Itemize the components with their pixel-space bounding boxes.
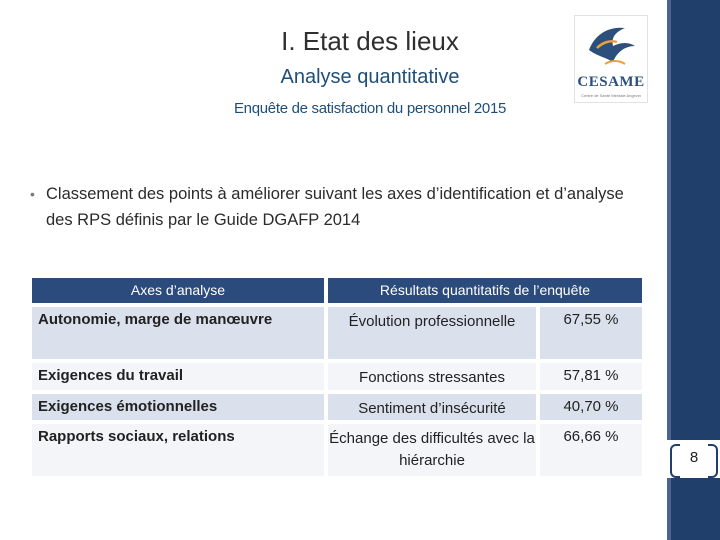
logo-wordmark: CESAME — [577, 74, 645, 90]
page-number: 8 — [689, 449, 699, 466]
table-row — [32, 394, 642, 420]
table-row — [32, 424, 642, 476]
column-header-axes: Axes d’analyse — [32, 278, 324, 303]
result-cell: Échange des difficultés avec la hiérarchie — [328, 424, 536, 476]
axis-cell: Exigences du travail — [32, 363, 324, 390]
value-cell: 67,55 % — [540, 307, 642, 359]
logo-caption: Centre de Santé Mentale Angevin — [581, 93, 641, 98]
bullet-dot-icon: • — [30, 186, 35, 202]
table-row — [32, 307, 642, 359]
page-title: I. Etat des lieux — [281, 26, 459, 56]
bullet-text: Classement des points à améliorer suivant les axes d’identification et d’analyse des RPS définis par le Guide DGAFP 2014 — [46, 185, 624, 229]
right-bracket-icon — [708, 444, 718, 478]
value-cell: 57,81 % — [540, 363, 642, 390]
table-header-row — [32, 278, 642, 303]
value-cell: 40,70 % — [540, 394, 642, 420]
page-subtitle-secondary: Enquête de satisfaction du personnel 2015 — [233, 100, 507, 117]
bullet-point — [30, 181, 650, 233]
result-cell: Évolution professionnelle — [328, 307, 536, 359]
axis-cell: Autonomie, marge de manœuvre — [32, 307, 324, 359]
axis-cell: Exigences émotionnelles — [32, 394, 324, 420]
cesame-logo — [574, 15, 648, 103]
value-cell: 66,66 % — [540, 424, 642, 476]
table-row — [32, 363, 642, 390]
page-subtitle: Analyse quantitative — [280, 66, 460, 88]
page-number-badge — [666, 440, 720, 478]
bird-logo-icon — [585, 20, 637, 74]
result-cell: Sentiment d’insécurité — [328, 394, 536, 420]
result-cell: Fonctions stressantes — [328, 363, 536, 390]
column-header-results: Résultats quantitatifs de l’enquête — [328, 278, 642, 303]
results-table — [32, 278, 642, 476]
axis-cell: Rapports sociaux, relations — [32, 424, 324, 476]
